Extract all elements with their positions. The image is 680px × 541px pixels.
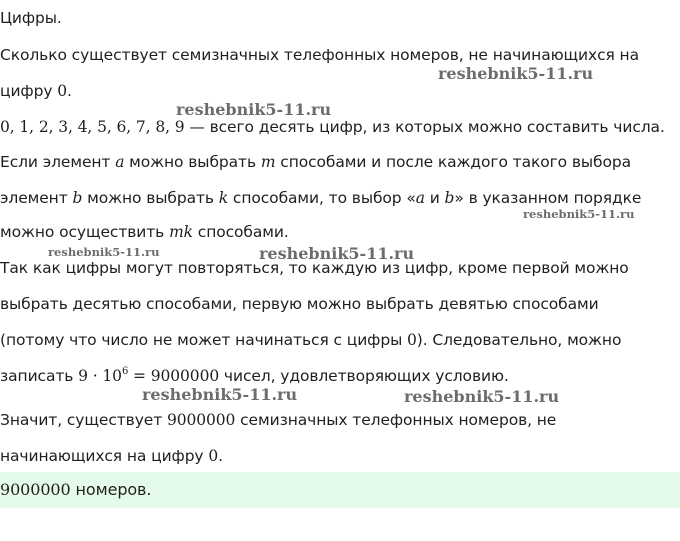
var-m: m [260, 153, 276, 171]
reason-text: Так как цифры могут повторяться, то каждую из цифр, кроме первой можно [0, 259, 629, 277]
rule-line-3 [0, 221, 289, 243]
digits-rest: — всего десять цифр, из которых можно составить числа. [184, 118, 665, 136]
formula-exponent: 6 [121, 366, 129, 377]
question-text-2: цифру [0, 82, 58, 100]
var-mk: mk [169, 223, 193, 241]
var-b: b [444, 189, 455, 207]
question-line-2 [0, 80, 72, 102]
question-text-1: Сколько существует семизначных телефонных номеров, не начинающихся на [0, 46, 639, 64]
digits-line [0, 116, 665, 138]
reason-line-2 [0, 293, 599, 315]
reason-text: (потому что число не может начинаться с цифры [0, 331, 408, 349]
rule-line-2 [0, 187, 641, 209]
conclusion-line-2 [0, 445, 223, 467]
conclusion-text: Значит, существует [0, 411, 167, 429]
math-count: 9000000 [166, 411, 236, 429]
watermark: reshebnik5-11.ru [523, 207, 635, 221]
var-b: b [72, 189, 83, 207]
formula-result: = 9000000 [128, 367, 220, 385]
rule-text: можно осуществить [0, 223, 170, 241]
watermark: reshebnik5-11.ru [404, 387, 560, 406]
watermark: reshebnik5-11.ru [142, 385, 298, 404]
period: . [66, 82, 72, 100]
rule-text: способами. [192, 223, 289, 241]
watermark: reshebnik5-11.ru [176, 100, 332, 119]
answer-line [0, 479, 151, 501]
watermark: reshebnik5-11.ru [259, 244, 415, 263]
rule-text: Если элемент [0, 153, 116, 171]
watermark: reshebnik5-11.ru [438, 64, 594, 83]
var-a: a [415, 189, 425, 207]
var-a: a [115, 153, 125, 171]
rule-text: способами, то выбор « [228, 189, 416, 207]
math-zero: 0 [57, 82, 67, 100]
question-line-1 [0, 44, 639, 66]
reason-line-4 [0, 365, 509, 387]
rule-text: можно выбрать [82, 189, 219, 207]
answer-value: 9000000 [0, 480, 71, 499]
answer-unit: номеров. [70, 480, 152, 499]
heading-text: Цифры. [0, 9, 62, 27]
watermark: reshebnik5-11.ru [48, 245, 160, 259]
rule-text: » в указанном порядке [454, 189, 642, 207]
conclusion-text: начинающихся на цифру [0, 447, 209, 465]
reason-text: выбрать десятью способами, первую можно выбрать девятью способами [0, 295, 599, 313]
math-zero: 0 [208, 447, 219, 465]
answer-box [0, 472, 680, 508]
conclusion-line-1 [0, 409, 556, 431]
reason-text: чисел, удовлетворяющих условию. [219, 367, 509, 385]
rule-text: элемент [0, 189, 73, 207]
solution-heading [0, 7, 62, 29]
reason-text: записать [0, 367, 79, 385]
rule-text: можно выбрать [124, 153, 261, 171]
var-k: k [218, 189, 229, 207]
math-zero: 0 [407, 331, 417, 349]
conclusion-text: семизначных телефонных номеров, не [235, 411, 557, 429]
digits-list: 0, 1, 2, 3, 4, 5, 6, 7, 8, 9 [0, 118, 185, 136]
period: . [218, 447, 223, 465]
reason-text: ). Следовательно, можно [416, 331, 622, 349]
rule-text: способами и после каждого такого выбора [275, 153, 632, 171]
formula [78, 367, 219, 385]
rule-line-1 [0, 151, 631, 173]
formula-base: 9 · 10 [78, 367, 122, 385]
rule-text: и [424, 189, 445, 207]
reason-line-3 [0, 329, 621, 351]
